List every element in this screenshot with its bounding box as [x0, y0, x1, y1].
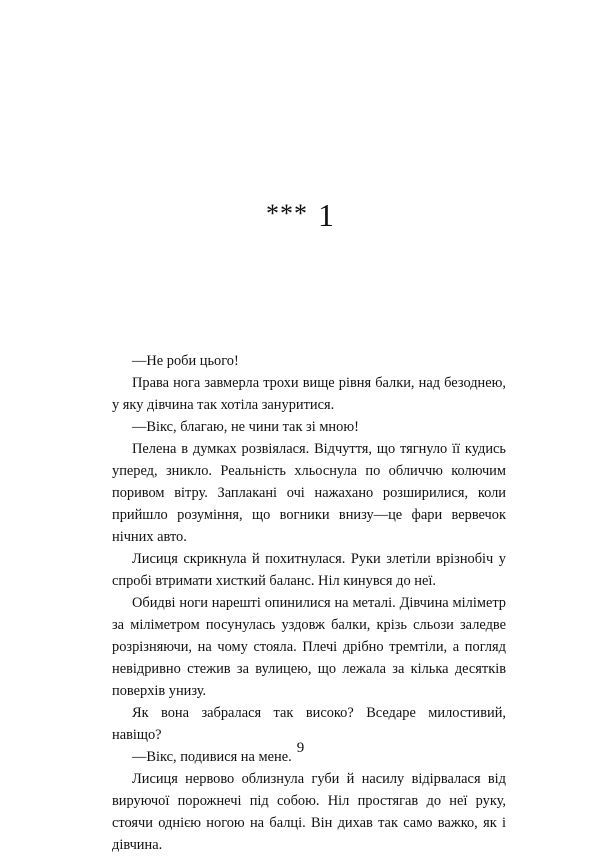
chapter-number: 1 [318, 197, 335, 233]
paragraph: Обидві ноги нарешті опинилися на металі. Дівчина міліметр за міліметром посунулась уздовж балки, крізь сльози заледве розрізняючи, на чому стояла. Плечі дрібно тремтіли, а погляд невідривно стежив за вулицею, що лежала за кілька десятків поверхів унизу. [112, 595, 506, 699]
chapter-stars: *** [266, 199, 308, 228]
chapter-body [112, 350, 506, 856]
page-number: 9 [296, 740, 305, 756]
paragraph: Права нога завмерла трохи вище рівня балки, над безоднею, у яку дівчина так хотіла зануритися. [112, 375, 506, 413]
paragraph: —Не роби цього! [132, 353, 239, 369]
chapter-heading [0, 194, 601, 235]
paragraph: Лисиця нервово облизнула губи й насилу відірвалася від вируючої порожнечі під собою. Ніл простягав до неї руку, стоячи однією ногою на балці. Він дихав так само важко, як і дівчина. [112, 771, 506, 853]
paragraph: —Вікс, благаю, не чини так зі мною! [132, 419, 359, 435]
paragraph: Лисиця скрикнула й похитнулася. Руки злетіли врізнобіч у спробі втримати хисткий баланс. Ніл кинувся до неї. [112, 551, 506, 589]
paragraph: —Вікс, подивися на мене. [132, 749, 292, 765]
paragraph: Пелена в думках розвіялася. Відчуття, що тягнуло її кудись уперед, зникло. Реальність хльоснула по обличчю колючим поривом вітру. Заплакані очі нажахано розширилися, коли прийшло розуміння, що вогники внизу—це фари вервечок нічних авто. [112, 441, 506, 545]
paragraph: Як вона забралася так високо? Вседаре милостивий, навіщо? [112, 705, 506, 743]
